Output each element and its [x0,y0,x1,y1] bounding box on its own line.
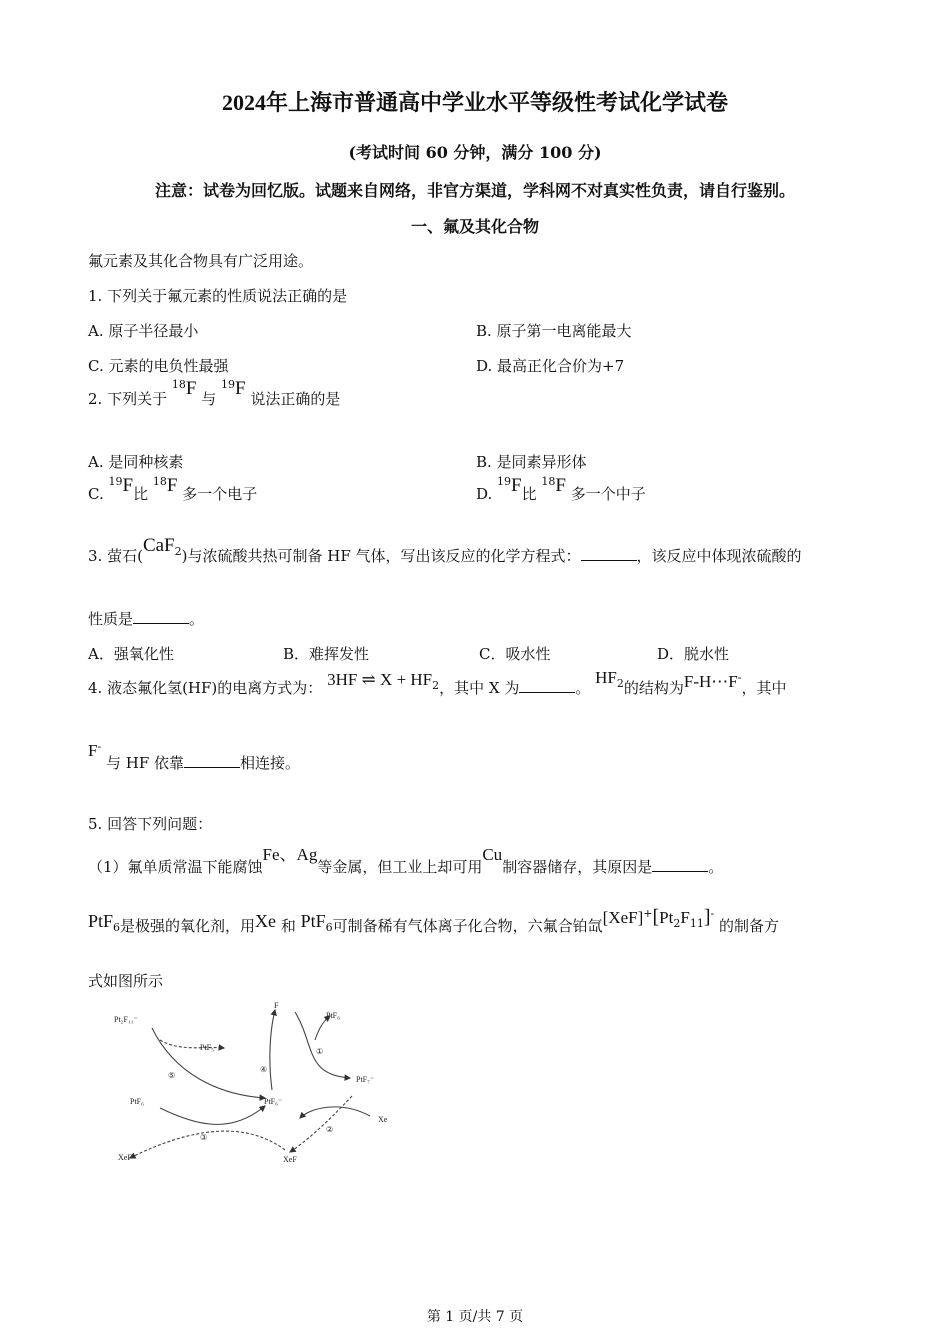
arrow-step-3-up [160,1106,265,1124]
diagram-label-6: PtF₆⁻ [264,1097,283,1106]
answer-blank [184,753,240,768]
q5-stem: 5. 回答下列问题： [88,815,213,833]
step-2-label: ② [326,1125,334,1134]
q5-part1: （1）氟单质常温下能腐蚀Fe、Ag等金属，但工业上却可用Cu制容器储存，其原因是 。 [88,845,724,876]
page-footer: 第 1 页/共 7 页 [426,1309,524,1325]
answer-blank [581,546,637,561]
step-5-label: ⑤ [168,1071,176,1080]
q3-stem: 3. 萤石(CaF$_2$)与浓硫酸共热可制备 HF 气体，写出该反应的化学方程式： ，该反应中体现浓硫酸的 [88,535,802,565]
q1-stem: 1. 下列关于氟元素的性质说法正确的是 [88,287,348,305]
q2-option-d: D. $^{19}$F比 $^{18}$F 多一个中子 [476,475,646,503]
diagram-label-9: XeF [283,1155,297,1164]
diagram-label-3: PtF₅ [200,1043,214,1052]
arrow-step-1 [295,1012,350,1078]
q2-option-a: A. 是同种核素 [88,453,184,471]
intro-text: 氟元素及其化合物具有广泛用途。 [88,252,314,270]
diagram-label-1: F [274,1001,279,1010]
q4-stem-cont: F- 与 HF 依靠 相连接。 [88,740,301,772]
notice: 注意：试卷为回忆版。试题来自网络，非官方渠道，学科网不对真实性负责，请自行鉴别。 [154,181,795,200]
step-4-label: ④ [260,1065,268,1074]
q2-stem: 2. 下列关于 $^{18}$F 与 $^{19}$F 说法正确的是 [88,378,341,408]
diagram-label-4: PtF₇⁻ [356,1075,375,1084]
q3-option-c: C．吸水性 [479,645,551,663]
q3-option-a: A．强氧化性 [88,645,174,663]
q1-option-c: C. 元素的电负性最强 [88,357,229,375]
diagram-label-5: PtF₆ [130,1097,144,1106]
q2-option-b: B. 是同素异形体 [476,453,587,471]
step-3-label: ③ [200,1133,208,1142]
arrow-xe-in [300,1107,370,1118]
q3-option-b: B．难挥发性 [283,645,370,663]
q3-option-d: D．脱水性 [657,645,730,663]
arrow-step-5 [152,1028,268,1098]
q1-option-b: B. 原子第一电离能最大 [476,322,632,340]
section-heading: 一、氟及其化合物 [410,217,539,236]
arrow-to-ptf5 [160,1040,224,1048]
arrow-step-3-down [130,1131,285,1158]
diagram-label-0: Pt₂F₁₁⁻ [114,1015,138,1024]
q3-stem-cont: 性质是 。 [88,610,205,628]
arrow-step-2 [290,1096,352,1152]
q5-part2-cont: 式如图所示 [88,972,164,990]
diagram-label-8: XeF⁺ [118,1153,136,1162]
q2-option-c: C. $^{19}$F比 $^{18}$F 多一个电子 [88,475,258,503]
q1-option-d: D. 最高正化合价为+7 [476,357,625,375]
q4-stem: 4. 液态氟化氢(HF)的电离方式为： 3HF ⇌ $X + HF_2$，其中 X 为 。 $HF_2$的结构为F-H⋯F-，其中 [88,668,787,697]
answer-blank [133,609,189,624]
page-title: 2024年上海市普通高中学业水平等级性考试化学试卷 [221,90,728,115]
reaction-cycle-diagram [100,1000,410,1170]
arrow-step-4 [270,1010,275,1090]
exam-info: (考试时间 60 分钟，满分 100 分) [348,143,602,162]
diagram-label-2: PtF₆ [326,1011,340,1020]
diagram-label-7: Xe [378,1115,388,1124]
answer-blank [519,678,575,693]
answer-blank [652,857,708,872]
q5-part2: PtF$_6$是极强的氧化剂，用Xe 和 PtF$_6$可制备稀有气体离子化合物，六氟合铂氙$[XeF]^+[Pt_2F_{11}]^-$ 的制备方 [88,906,780,935]
q1-option-a: A. 原子半径最小 [88,322,199,340]
step-1-label: ① [316,1047,324,1056]
